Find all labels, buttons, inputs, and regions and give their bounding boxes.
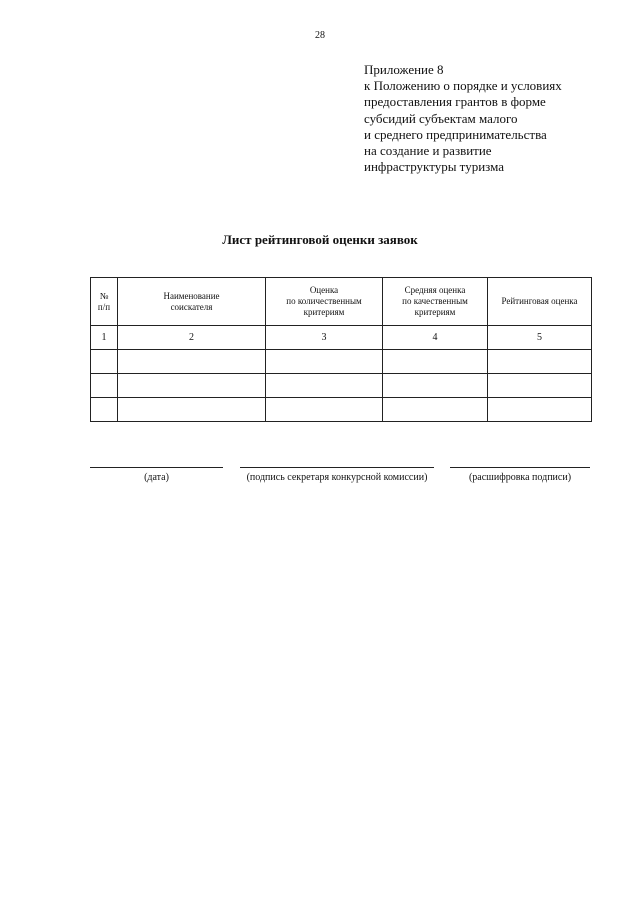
table-row — [91, 374, 592, 398]
table-cell — [488, 374, 592, 398]
column-number: 1 — [91, 326, 118, 350]
appendix-line: к Положению о порядке и условиях — [364, 78, 562, 94]
header-qualitative-average: Средняя оценка по качественным критериям — [383, 278, 488, 326]
table-cell — [383, 350, 488, 374]
appendix-line: Приложение 8 — [364, 62, 444, 77]
secretary-signature-line — [240, 467, 434, 468]
column-number: 5 — [488, 326, 592, 350]
table-cell — [118, 350, 266, 374]
appendix-note — [364, 62, 624, 175]
table-cell — [266, 350, 383, 374]
table-cell — [118, 374, 266, 398]
column-number: 4 — [383, 326, 488, 350]
rating-table — [90, 277, 592, 422]
table-cell — [383, 398, 488, 422]
date-label: (дата) — [144, 472, 169, 483]
table-row — [91, 350, 592, 374]
column-number-row — [91, 326, 592, 350]
table-header-row — [91, 278, 592, 326]
table-row — [91, 398, 592, 422]
table-cell — [266, 374, 383, 398]
decoding-label: (расшифровка подписи) — [468, 472, 572, 483]
table-cell — [91, 374, 118, 398]
appendix-line: и среднего предпринимательства — [364, 126, 547, 142]
table-cell — [91, 398, 118, 422]
header-quantitative-score: Оценка по количественным критериям — [266, 278, 383, 326]
document-title: Лист рейтинговой оценки заявок — [222, 232, 418, 247]
table-cell — [488, 350, 592, 374]
appendix-line: субсидий субъектам малого — [364, 110, 518, 126]
page-number: 28 — [315, 30, 325, 41]
column-number: 2 — [118, 326, 266, 350]
appendix-line: на создание и развитие — [364, 143, 492, 159]
table-cell — [91, 350, 118, 374]
table-cell — [383, 374, 488, 398]
column-number: 3 — [266, 326, 383, 350]
appendix-line: предоставления грантов в форме — [364, 94, 546, 110]
table-cell — [118, 398, 266, 422]
table-cell — [488, 398, 592, 422]
decoding-signature-line — [450, 467, 590, 468]
appendix-line: инфраструктуры туризма — [364, 159, 505, 175]
table-cell — [266, 398, 383, 422]
date-signature-line — [90, 467, 223, 468]
header-applicant-name: Наименование соискателя — [118, 278, 266, 326]
secretary-signature-label: (подпись секретаря конкурсной комиссии) — [246, 472, 428, 483]
header-rating-score: Рейтинговая оценка — [488, 278, 592, 326]
header-number: № п/п — [91, 278, 118, 326]
